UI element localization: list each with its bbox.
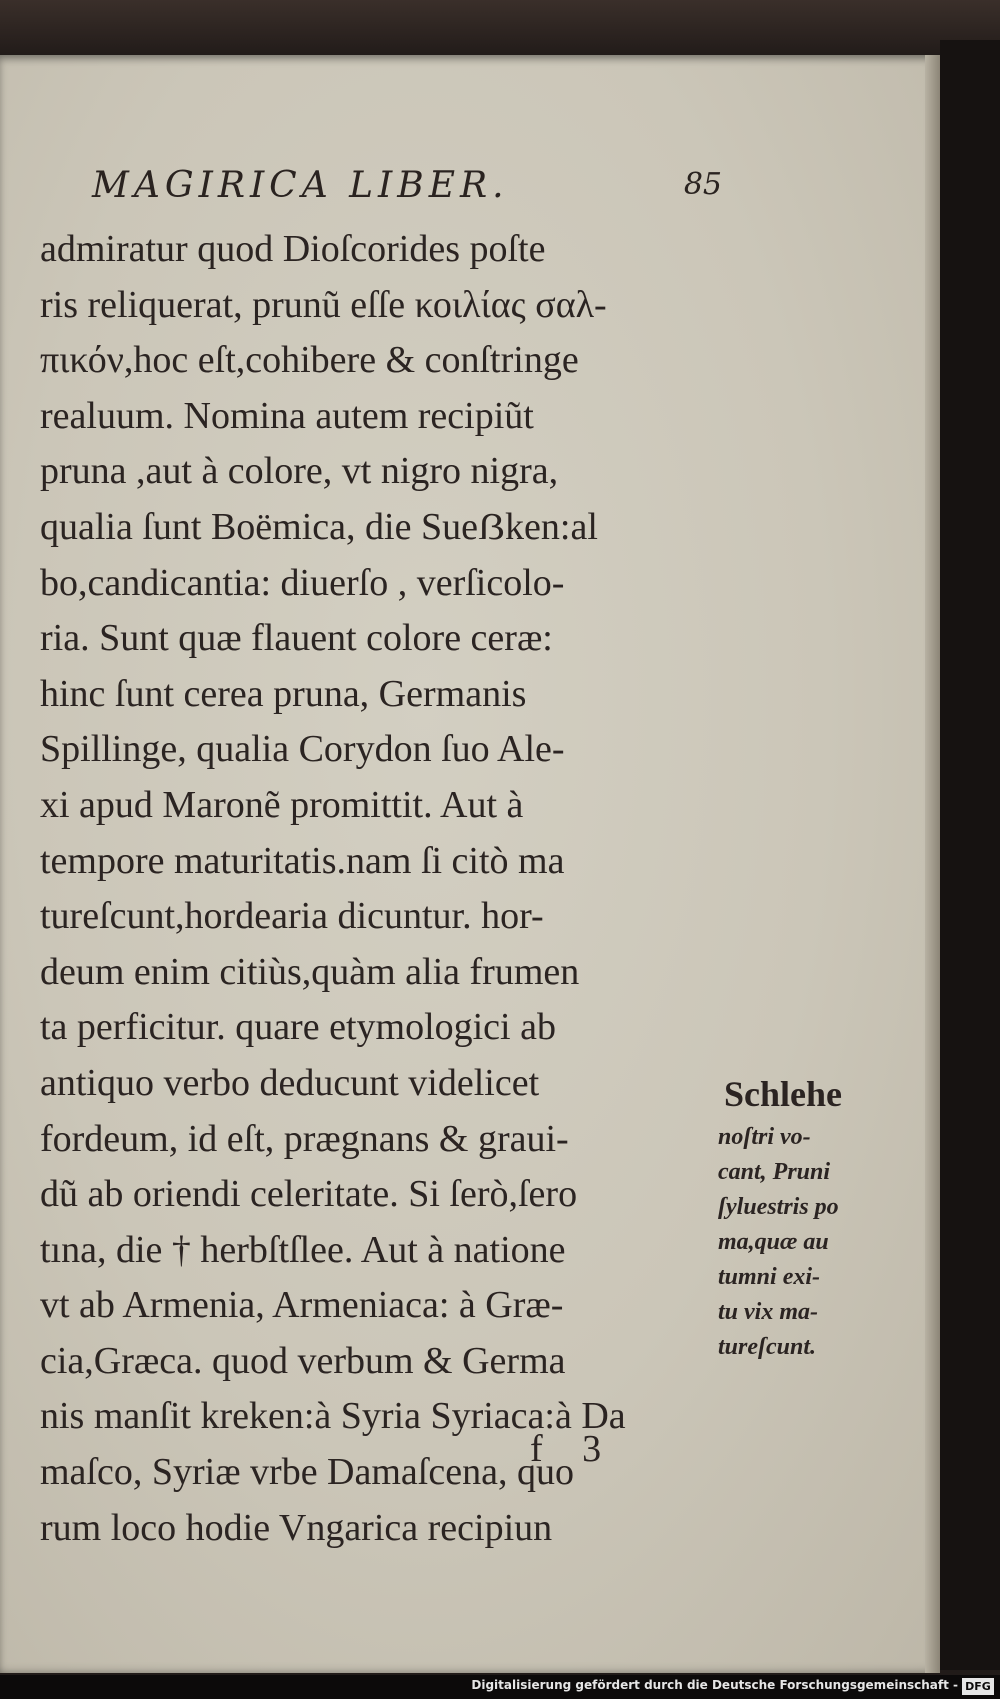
margin-note-heading: Schlehe [724,1074,843,1114]
text-line: pruna ,aut à colore, vt nigro nigra, [40,450,559,493]
text-line: tempore maturitatis.nam ſi citò ma [40,839,565,882]
text-line: tına, die † herbſtſlee. Aut à natione [40,1228,566,1271]
text-line: xi apud Maronẽ promittit. Aut à [40,783,524,826]
text-line: vt ab Armenia, Armeniaca: à Græ- [40,1284,564,1327]
main-text [40,222,720,1556]
margin-note-line: tureſcunt. [718,1334,817,1360]
margin-note [718,1068,878,1365]
text-line: maſco, Syriæ vrbe Damaſcena, quo [40,1451,574,1494]
text-line: Spillinge, qualia Corydon ſuo Ale- [40,728,565,771]
text-line: nis manſit kreken:à Syria Syriaca:à Da [40,1395,626,1438]
margin-note-line: tu vix ma- [718,1299,818,1325]
scan-background-right [940,40,1000,1670]
signature-mark: f 3 [530,1428,602,1470]
text-line: πικόν,hoc eſt,cohibere & conſtringe [40,339,579,382]
text-line: realuum. Nomina autem recipiũt [40,394,534,437]
text-line: fordeum, id eſt, prægnans & graui- [40,1117,569,1160]
page-number: 85 [683,167,722,202]
text-line: bo,candicantia: diuerſo , verſicolo- [40,561,565,604]
text-line: antiquo verbo deducunt videlicet [40,1061,540,1104]
margin-note-line: ſyluestris po [718,1194,839,1220]
text-line: rum loco hodie Vngarica recipiun [40,1506,553,1549]
text-line: qualia ſunt Boëmica, die Sueẞken:al [40,505,598,548]
scan-background-top [0,0,1000,62]
text-line: deum enim citiùs,quàm alia frumen [40,950,580,993]
funding-credit: Digitalisierung gefördert durch die Deutsche Forschungsgemeinschaft - [471,1678,958,1692]
text-line: tureſcunt,hordearia dicuntur. hor- [40,895,544,938]
margin-note-line: noſtri vo- [718,1124,811,1150]
page-header [92,165,722,215]
margin-note-line: ma,quæ au [718,1229,829,1255]
text-line: dũ ab oriendi celeritate. Si ſerò,ſero [40,1173,578,1216]
text-line: hinc ſunt cerea pruna, Germanis [40,672,527,715]
text-line: ris reliquerat, prunũ eſſe κοιλίας σαλ- [40,283,607,326]
page-edge [925,55,940,1673]
text-line: ta perficitur. quare etymologici ab [40,1006,556,1049]
margin-note-line: tumni exi- [718,1264,821,1290]
running-title: MAGIRICA LIBER. [92,165,509,206]
text-line: admiratur quod Dioſcorides poſte [40,228,546,270]
text-line: cia,Græca. quod verbum & Germa [40,1339,566,1382]
dfg-logo: DFG [962,1678,994,1695]
text-line: ria. Sunt quæ flauent colore ceræ: [40,617,553,660]
digitization-footer [0,1675,1000,1699]
margin-note-line: cant, Pruni [718,1159,831,1185]
